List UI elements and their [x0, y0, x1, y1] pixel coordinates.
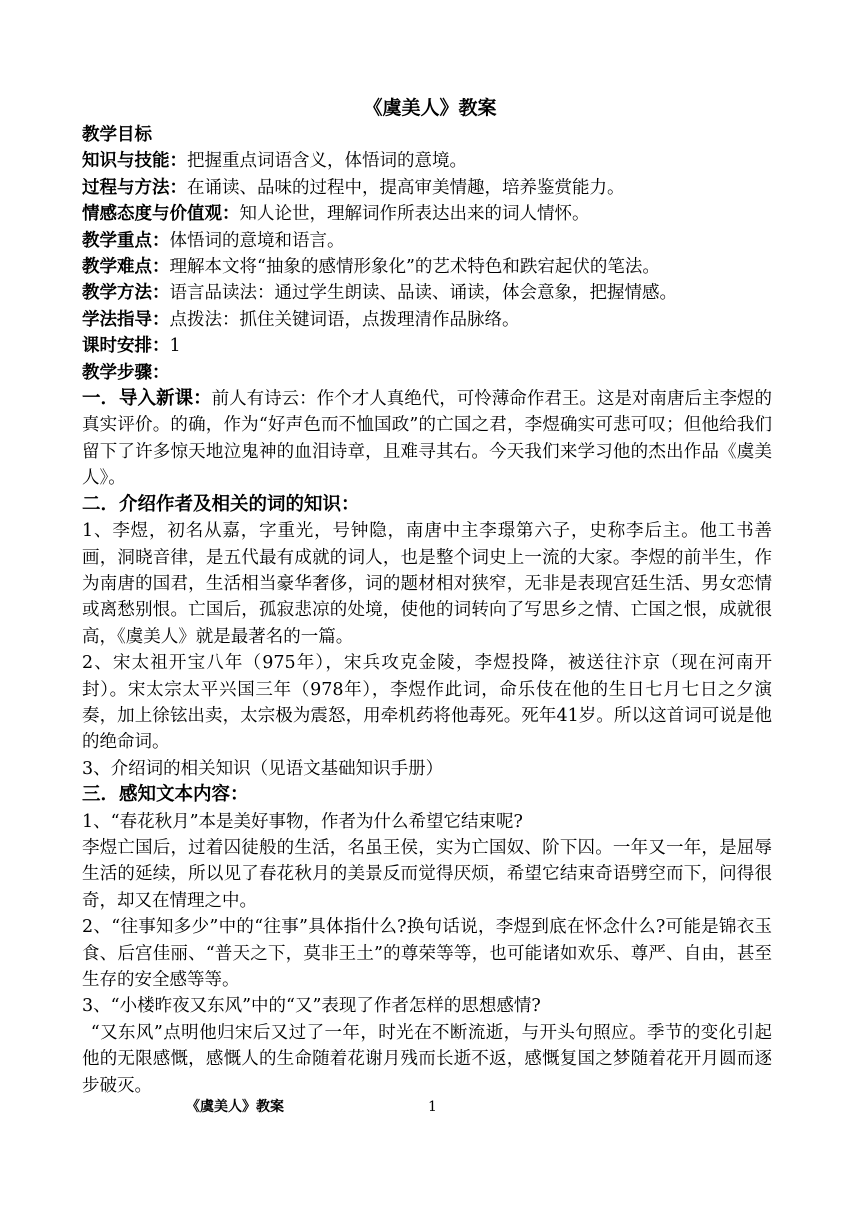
paragraph: 1、“春花秋月”本是美好事物，作者为什么希望它结束呢?: [82, 811, 523, 832]
line-process-methods: [82, 175, 772, 201]
line-text: 把握重点词语含义，体悟词的意境。: [187, 151, 467, 172]
line-teaching-goals: [82, 122, 772, 148]
line-study-guidance: [82, 307, 772, 333]
line-label: 教学难点：: [82, 257, 170, 278]
line-text: 点拨法：抓住关键词语，点拨理清作品脉络。: [169, 309, 520, 330]
document-body: [82, 122, 772, 1099]
document-title: 《虞美人》教案: [363, 97, 497, 119]
page-number: 1: [428, 1099, 437, 1115]
line-knowledge-skills: [82, 148, 772, 174]
paragraph: 3、“小楼昨夜又东风”中的“又”表现了作者怎样的思想感情?: [82, 996, 541, 1017]
line-label: 教学目标: [82, 125, 152, 145]
line-label: 教学步骤：: [82, 362, 170, 383]
paragraph: 1、李煜，初名从嘉，字重光，号钟隐，南唐中主李璟第六子，史称李后主。他工书善画，洞晓音律，是五代最有成就的词人，也是整个词史上一流的大家。李煜的前半生，作为南唐的国君，生活相当豪华奢侈，词的题材相对狭窄，无非是表现宫廷生活、男女恋情或离愁别恨。亡国后，孤寂悲凉的处境，使他的词转向了写思乡之情、亡国之恨，成就很高，《虞美人》就是最著名的一篇。: [82, 521, 772, 647]
line-emotion-values: [82, 201, 772, 227]
line-teaching-method: [82, 280, 772, 306]
line-label: 课时安排：: [82, 336, 170, 357]
line-key-points: [82, 228, 772, 254]
line-text: 知人论世，理解词作所表达出来的词人情怀。: [239, 204, 590, 225]
section-intro: [82, 386, 772, 492]
paragraph: 3、介绍词的相关知识（见语文基础知识手册）: [82, 758, 444, 779]
line-text: 理解本文将“抽象的感情形象化”的艺术特色和跌宕起伏的笔法。: [169, 257, 660, 278]
line-text: 在诵读、品味的过程中，提高审美情趣，培养鉴赏能力。: [187, 177, 625, 198]
line-text: 语言品读法：通过学生朗读、品读、诵读，体会意象，把握情感。: [169, 283, 677, 304]
line-text: 1: [169, 336, 181, 357]
line-teaching-steps: [82, 360, 772, 386]
line-difficulties: [82, 254, 772, 280]
paragraph: 李煜亡国后，过着囚徒般的生活，名虽王侯，实为亡国奴、阶下囚。一年又一年，是屈辱生活的延续，所以见了春花秋月的美景反而觉得厌烦，希望它结束奇语劈空而下，问得很奇，却又在情理之中。: [82, 837, 772, 911]
line-text: 体悟词的意境和语言。: [169, 230, 345, 251]
footer-title: 《虞美人》教案: [186, 1099, 284, 1115]
paragraph: “又东风”点明他归宋后又过了一年，时光在不断流逝，与开头句照应。季节的变化引起他的无限感慨，感慨人的生命随着花谢月残而长逝不返，感慨复国之梦随着花开月圆而逐步破灭。: [82, 1022, 772, 1096]
line-label: 教学重点：: [82, 230, 170, 251]
section-heading: 一．导入新课：: [82, 388, 212, 410]
line-class-hours: [82, 333, 772, 359]
section-text: 前人有诗云：作个才人真绝代，可怜薄命作君王。这是对南唐后主李煜的真实评价。的确，作为“好声色而不恤国政”的亡国之君，李煜确实可悲可叹；但他给我们留下了许多惊天地泣鬼神的血泪诗章，且难寻其右。今天我们来学习他的杰出作品《虞美人》。: [82, 389, 772, 489]
line-label: 教学方法：: [82, 283, 170, 304]
line-label: 情感态度与价值观：: [82, 204, 240, 225]
line-label: 过程与方法：: [82, 177, 187, 198]
section-heading: 三．感知文本内容：: [82, 784, 249, 806]
section-heading: 二．介绍作者及相关的词的知识：: [82, 493, 360, 515]
line-label: 知识与技能：: [82, 151, 187, 172]
paragraph: 2、宋太祖开宝八年（975年），宋兵攻克金陵，李煜投降，被送往汴京（现在河南开封）。宋太宗太平兴国三年（978年），李煜作此词，命乐伎在他的生日七月七日之夕演奏，加上徐铉出卖，太宗极为震怒，用牵机药将他毒死。死年41岁。所以这首词可说是他的绝命词。: [82, 653, 772, 753]
paragraph: 2、“往事知多少”中的“往事”具体指什么?换句话说，李煜到底在怀念什么?可能是锦衣玉食、后宫佳丽、“普天之下，莫非王土”的尊荣等等，也可能诸如欢乐、尊严、自由，甚至生存的安全感等等。: [82, 917, 772, 990]
line-label: 学法指导：: [82, 309, 170, 330]
